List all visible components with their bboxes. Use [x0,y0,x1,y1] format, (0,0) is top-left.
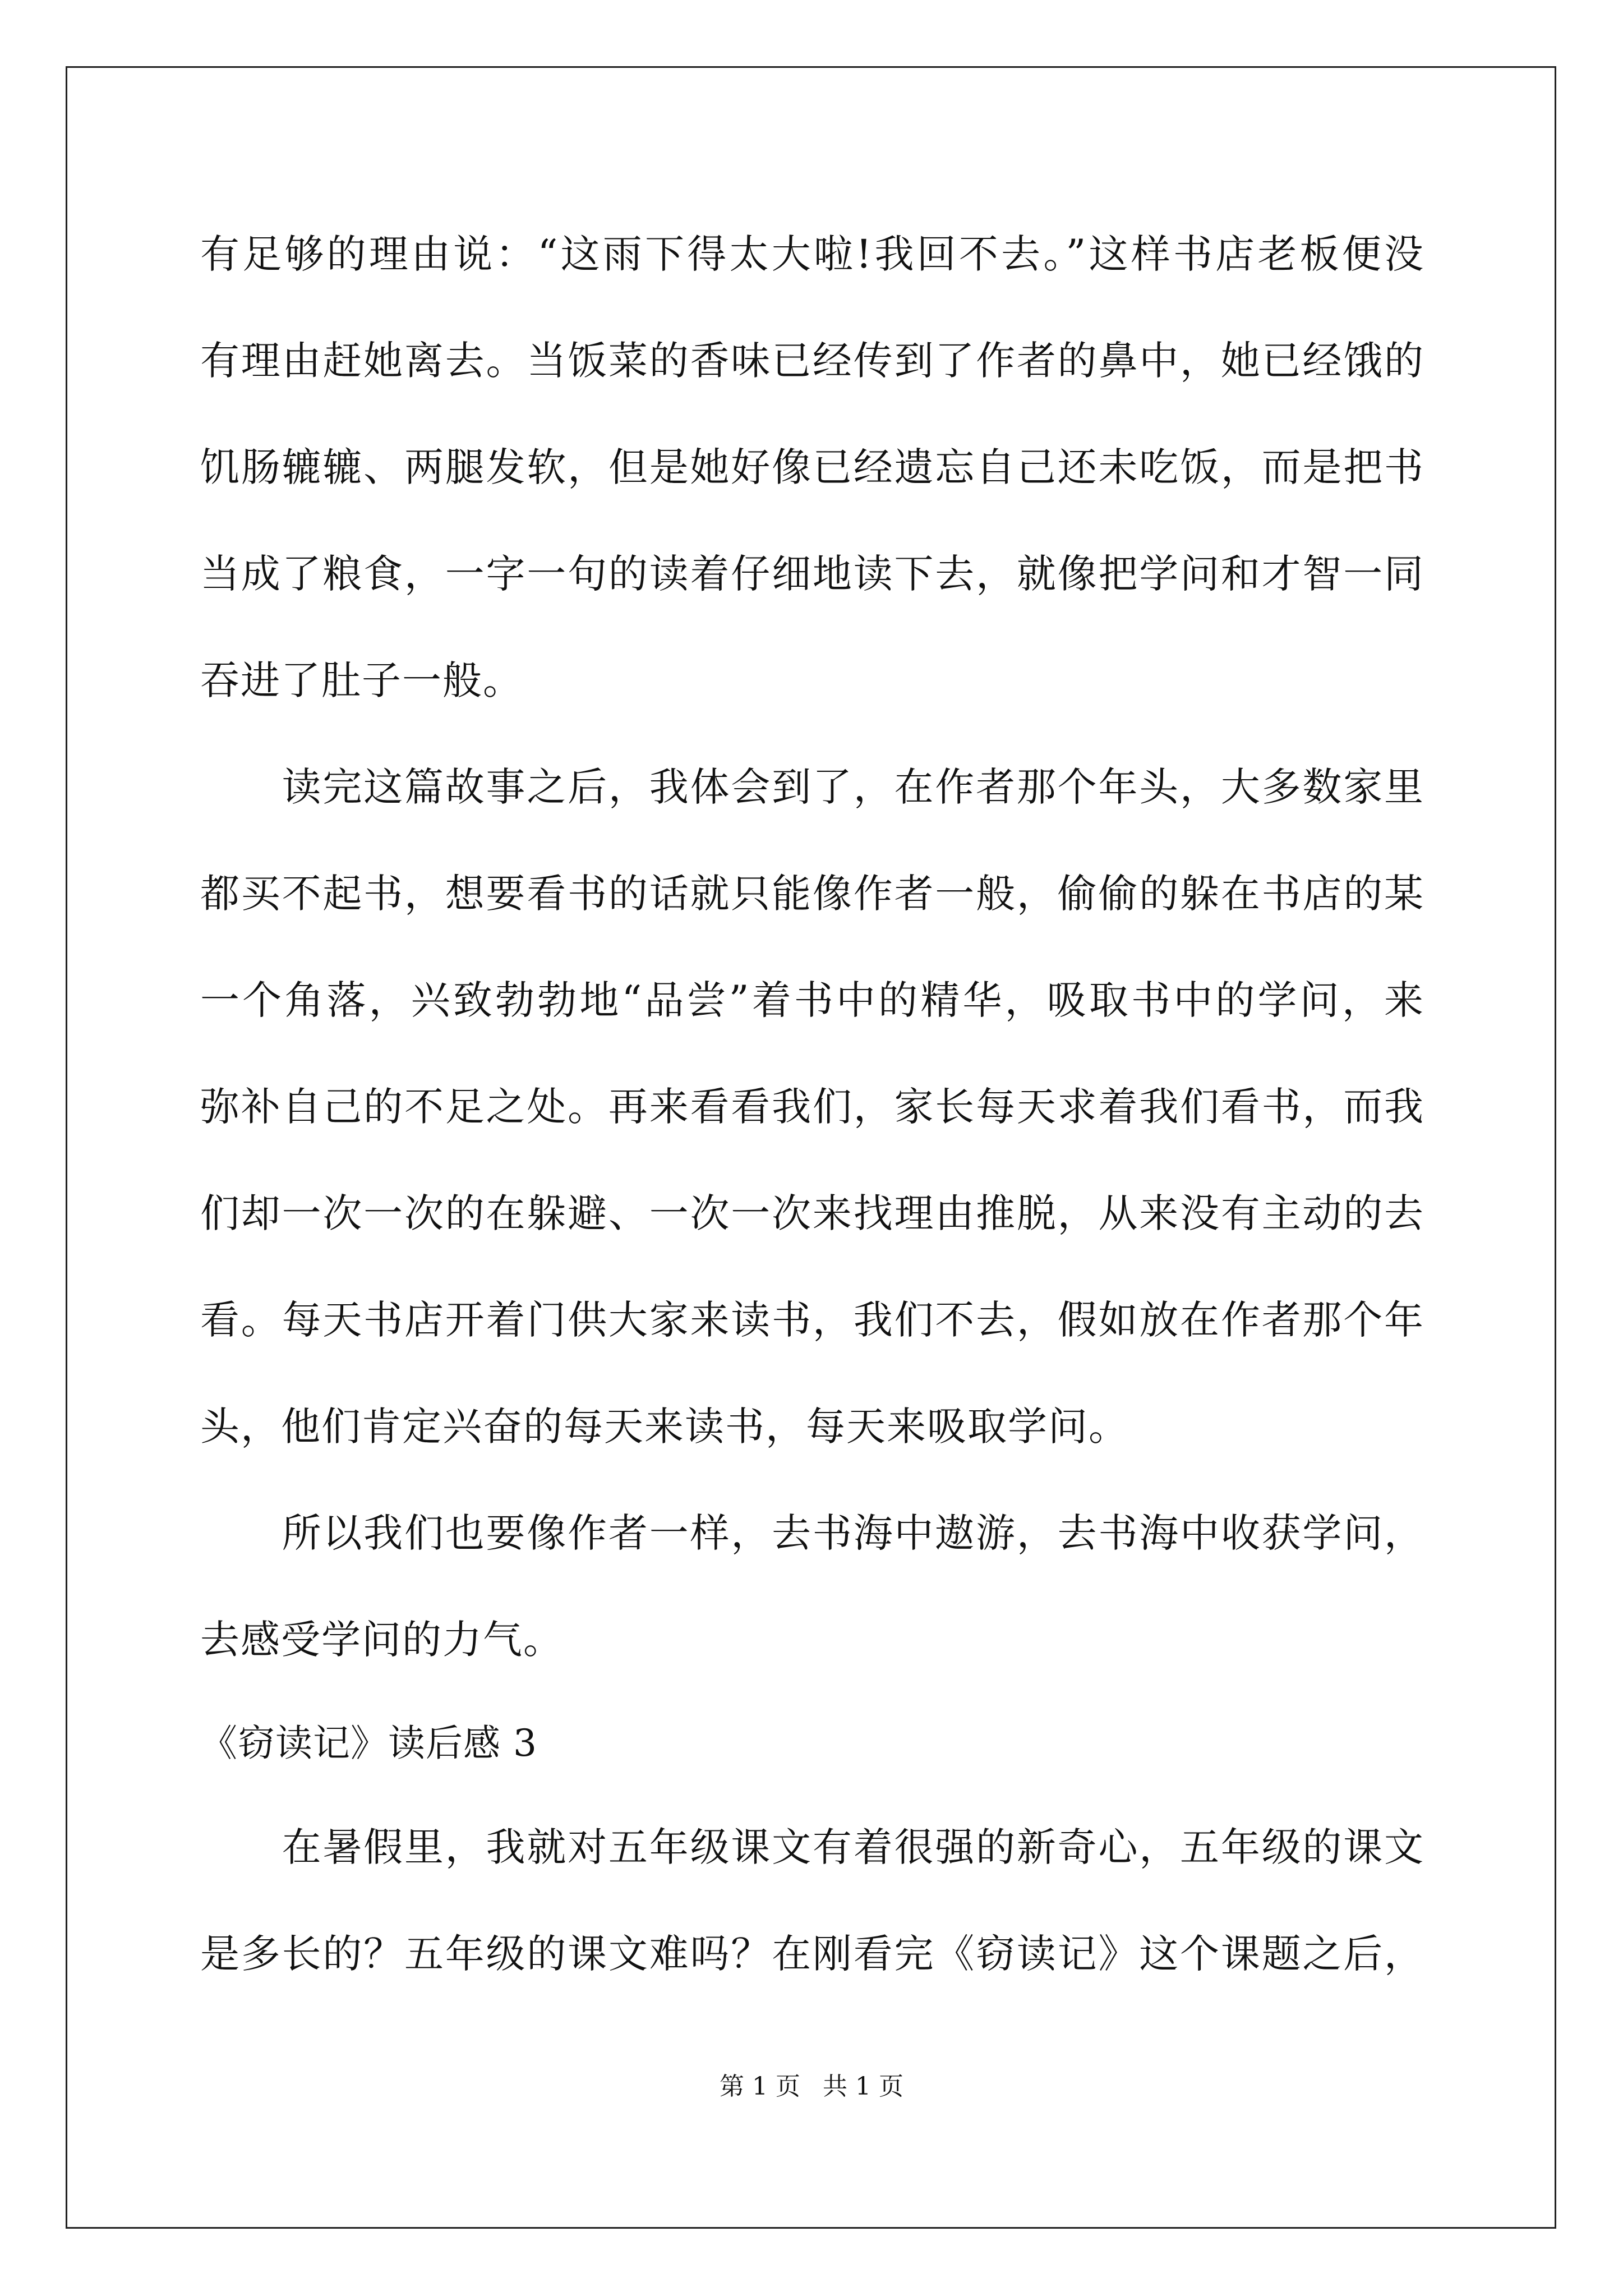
text-line: 弥补自己的不足之处。再来看看我们，家长每天求着我们看书，而我 [200,1084,1424,1130]
page-number-total: 共 1 页 [823,2072,903,2101]
text-line: 看。每天书店开着门供大家来读书，我们不去，假如放在作者那个年 [200,1297,1424,1343]
text-line: 头，他们肯定兴奋的每天来读书，每天来吸取学问。 [200,1404,1129,1450]
text-line: 读完这篇故事之后，我体会到了，在作者那个年头，大多数家里 [200,764,1424,810]
text-line: 饥肠辘辘、两腿发软，但是她好像已经遗忘自己还未吃饭，而是把书 [200,444,1424,490]
text-line: 有足够的理由说：“这雨下得太大啦!我回不去。”这样书店老板便没 [200,231,1424,277]
page-border [66,66,1556,2229]
text-line: 们却一次一次的在躲避、一次一次来找理由推脱，从来没有主动的去 [200,1190,1424,1236]
text-line: 是多长的？五年级的课文难吗？在刚看完《窃读记》这个课题之后， [200,1931,1424,1977]
page-footer [0,2070,1623,2104]
section-heading: 《窃读记》读后感 3 [200,1722,537,1765]
page-number-current: 第 1 页 [720,2072,800,2101]
text-line: 去感受学问的力气。 [200,1617,564,1663]
text-line: 有理由赶她离去。当饭菜的香味已经传到了作者的鼻中，她已经饿的 [200,338,1424,384]
text-line: 所以我们也要像作者一样，去书海中遨游，去书海中收获学问， [200,1510,1424,1556]
text-line: 当成了粮食，一字一句的读着仔细地读下去，就像把学问和才智一同 [200,551,1424,597]
text-line: 一个角落，兴致勃勃地“品尝”着书中的精华，吸取书中的学问，来 [200,977,1424,1023]
text-line: 在暑假里，我就对五年级课文有着很强的新奇心，五年级的课文 [200,1824,1424,1870]
text-line: 吞进了肚子一般。 [200,657,523,703]
text-line: 都买不起书，想要看书的话就只能像作者一般，偷偷的躲在书店的某 [200,871,1424,917]
